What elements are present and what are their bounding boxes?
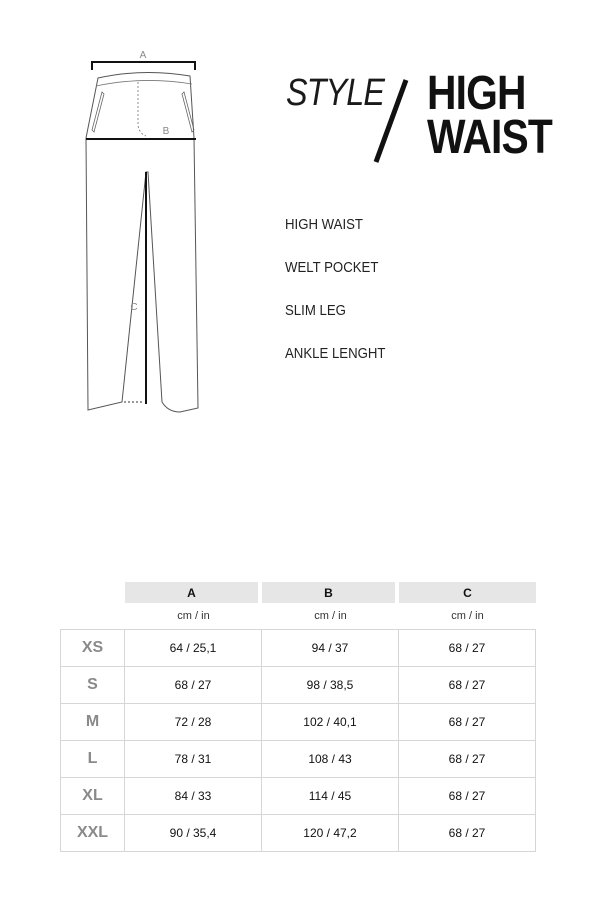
table-cell: 68 / 27 <box>399 777 536 814</box>
table-cell: 64 / 25,1 <box>125 629 262 666</box>
table-row <box>60 740 536 777</box>
table-cell: 68 / 27 <box>399 814 536 852</box>
feature-item: SLIM LEG <box>285 302 346 319</box>
table-cell: 84 / 33 <box>125 777 262 814</box>
trousers-outline <box>86 72 198 412</box>
feature-list <box>285 216 399 388</box>
table-row <box>60 666 536 703</box>
table-cell: 78 / 31 <box>125 740 262 777</box>
table-cell: 68 / 27 <box>399 740 536 777</box>
column-header-c: C <box>399 582 536 603</box>
table-row <box>60 629 536 666</box>
table-header-row <box>60 582 536 603</box>
table-cell: 68 / 27 <box>399 629 536 666</box>
size-label: XXL <box>60 814 125 852</box>
size-chart-table <box>60 582 536 852</box>
style-title-line-1: HIGH <box>427 67 526 120</box>
measure-a-label: A <box>139 50 147 61</box>
size-label: XL <box>60 777 125 814</box>
table-cell: 68 / 27 <box>399 666 536 703</box>
style-label: STYLE <box>286 72 385 114</box>
table-cell: 102 / 40,1 <box>262 703 399 740</box>
table-cell: 68 / 27 <box>125 666 262 703</box>
measure-a-bracket <box>92 62 195 70</box>
table-cell: 114 / 45 <box>262 777 399 814</box>
size-label: S <box>60 666 125 703</box>
unit-label: cm / in <box>177 610 210 622</box>
size-label: XS <box>60 629 125 666</box>
style-title <box>427 67 552 164</box>
table-cell: 94 / 37 <box>262 629 399 666</box>
measure-b-label: B <box>162 126 170 137</box>
column-header-b: B <box>262 582 399 603</box>
table-cell: 108 / 43 <box>262 740 399 777</box>
table-cell: 68 / 27 <box>399 703 536 740</box>
table-cell: 98 / 38,5 <box>262 666 399 703</box>
table-row <box>60 814 536 852</box>
table-cell: 72 / 28 <box>125 703 262 740</box>
size-label: L <box>60 740 125 777</box>
feature-item: ANKLE LENGHT <box>285 345 386 362</box>
style-title-line-2: WAIST <box>427 111 552 164</box>
column-header-a: A <box>125 582 262 603</box>
table-corner <box>60 603 125 629</box>
unit-label: cm / in <box>314 610 347 622</box>
measure-c-label: C <box>130 302 138 313</box>
table-cell: 90 / 35,4 <box>125 814 262 852</box>
size-label: M <box>60 703 125 740</box>
feature-item: WELT POCKET <box>285 259 379 276</box>
unit-label: cm / in <box>451 610 484 622</box>
slash-divider <box>370 78 410 164</box>
table-corner <box>60 582 125 603</box>
trousers-diagram <box>80 40 210 420</box>
table-row <box>60 703 536 740</box>
table-row <box>60 777 536 814</box>
feature-item: HIGH WAIST <box>285 216 363 233</box>
table-cell: 120 / 47,2 <box>262 814 399 852</box>
table-unit-row <box>60 603 536 629</box>
